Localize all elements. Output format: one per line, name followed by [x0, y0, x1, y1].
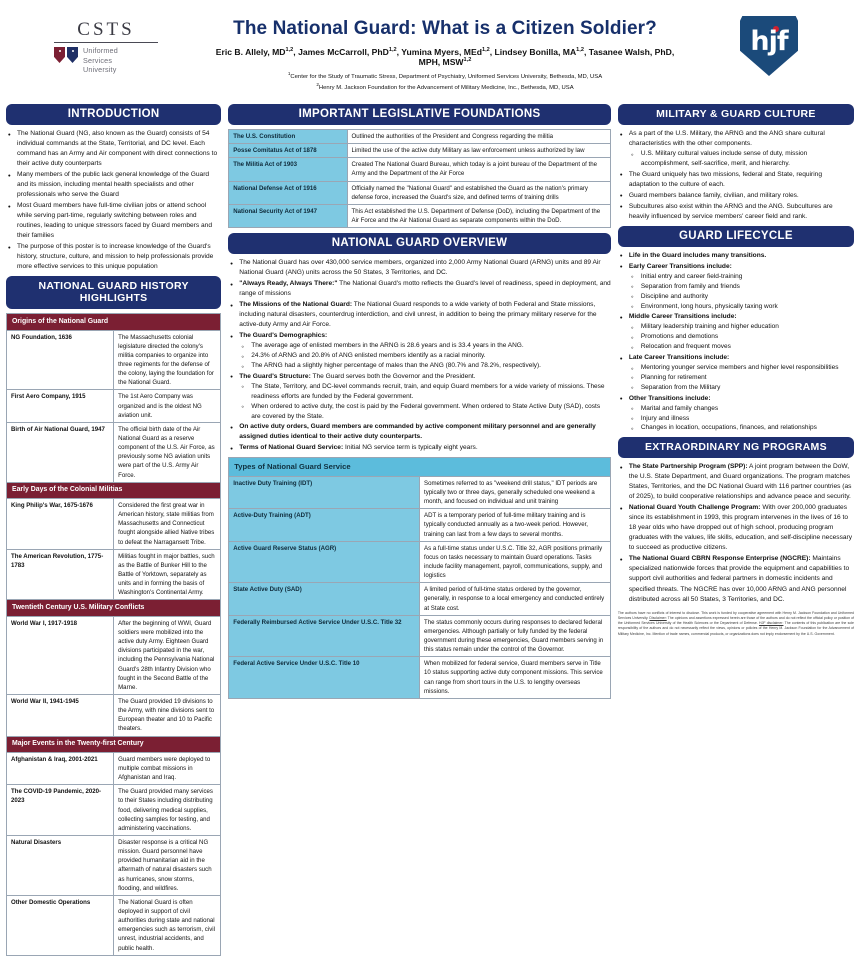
list-item-lead: The Guard's Structure: [239, 372, 311, 380]
section-heading-culture: MILITARY & GUARD CULTURE [618, 104, 854, 125]
history-event-name: Afghanistan & Iraq, 2001-2021 [7, 752, 114, 784]
legislation-description: Limited the use of the active duty Military as law enforcement unless authorized by law [347, 144, 610, 158]
history-event-description: The Guard provided 19 divisions to the Army, with nine divisions sent to European theater and 10 to Pacific theaters. [114, 694, 221, 736]
table-row [7, 752, 221, 784]
list-item-text: Maintains specialized nationwide forces that provide the equipment and capabilities to support civil authorities and federal partners in domestic incidents and specified threats. The NGCRE has over 10,000 ARNG and ANG personnel distributed across all 50 States, 3 Territories, and DC. [628, 555, 850, 603]
service-type-name: Federally Reimbursed Active Service Under U.S.C. Title 32 [229, 615, 420, 657]
disclaimer-body: The contents of this publication are the sole responsibility of the authors and do not necessarily reflect the views, opinions or policies of the Henry M. Jackson Foundation for the Advancement of Military Medicine, Inc. Mention of trade names, commercial products, or organizations does not imply endorsement by the U.S. Government. [617, 621, 854, 636]
service-type-name: Inactive Duty Training (IDT) [229, 476, 420, 508]
table-row [7, 785, 221, 836]
history-event-description: After the beginning of WWI, Guard soldiers were mobilized into the active duty Army. Eighteen Guard divisions participated in the war, including the Pennsylvania National Guard's 28th Infantry Division who fought in the Second Battle of the Marne. [114, 616, 221, 694]
sub-list-item: ◦ Environment, long hours, physically taxing work [629, 302, 854, 312]
service-type-description: The status commonly occurs during responses to declared federal emergencies. Although partially or fully funded by the federal government during these emergencies, Guard members serving in this status remain under the control of the Governor. [420, 615, 611, 657]
list-item-text: The Guard uniquely has two missions, federal and State, requiring adaptation to the culture of each. [628, 170, 823, 188]
list-item-lead: The Missions of the National Guard: [239, 301, 353, 309]
sub-list-item: ◦ Separation from the Military [629, 383, 854, 393]
list-item [228, 331, 611, 371]
history-event-name: The American Revolution, 1775-1783 [7, 549, 114, 600]
history-event-description: The Massachusetts colonial legislature directed the colony's militia companies to organize into three regiments for the defense of the colony, laying the foundation for the National Guard. [114, 330, 221, 390]
disclaimer-label: HJF disclaimer: [759, 621, 784, 626]
list-item [618, 191, 854, 201]
history-group-title: Early Days of the Colonial Militias [7, 482, 221, 498]
sub-list-item: ◦ Military leadership training and higher education [629, 322, 854, 332]
hjf-logo [684, 6, 854, 76]
legislation-description: This Act established the U.S. Department of Defense (DoD), including the Department of the Air Force and the Air National Guard as separate components within the DoD. [347, 204, 610, 227]
list-item-lead: The Guard's Demographics: [239, 332, 328, 340]
history-group-header [7, 482, 221, 498]
table-row [229, 158, 611, 181]
table-row [7, 330, 221, 390]
csts-wordmark: CSTS [77, 19, 135, 40]
legislation-name: Posse Comitatus Act of 1878 [229, 144, 347, 158]
table-row [7, 895, 221, 955]
table-row [7, 390, 221, 422]
section-heading-legislation: IMPORTANT LEGISLATIVE FOUNDATIONS [228, 104, 611, 125]
list-item-lead: Life in the Guard includes many transitions. [628, 251, 767, 259]
history-event-name: Other Domestic Operations [7, 895, 114, 955]
service-table-title: Types of National Guard Service [229, 458, 611, 476]
table-row [229, 130, 611, 144]
sub-list [629, 149, 854, 169]
sub-list-item: ◦ Separation from family and friends [629, 282, 854, 292]
sub-list-item: ◦ Planning for retirement [629, 373, 854, 383]
list-item-text: The National Guard responds to a wide variety of both Federal and State missions, including natural disasters, counterdrug interdiction, and civil unrest, in addition to being the primary military reserve for the active-duty Army and Air Force. [239, 301, 597, 329]
list-item-text: As a part of the U.S. Military, the ARNG and the ANG share cultural characteristics with the other components. [628, 130, 825, 148]
sub-list [629, 363, 854, 393]
sub-list-item: ◦ When ordered to active duty, the cost is paid by the Federal government. When ordered to State Active Duty (SAD), costs are covered by the State. [239, 402, 611, 422]
usu-line-1: Uniformed [83, 45, 118, 55]
table-row [229, 583, 611, 615]
legislation-name: The U.S. Constitution [229, 130, 347, 144]
legislation-name: The Militia Act of 1903 [229, 158, 347, 181]
table-row [7, 499, 221, 550]
list-item-text: With over 200,000 graduates since its establishment in 1993, this program intervenes in the lives of 16 to 18 year olds who have dropped out of high school, producing program graduates with the values, life skills, education, and self-discipline necessary to succeed as productive citizens. [628, 504, 853, 552]
history-event-description: Militias fought in major battles, such as the Battle of Bunker Hill to the Battle of Yorktown, separately as units and in forming the basis of Washington's Continental Army. [114, 549, 221, 600]
list-item [618, 312, 854, 352]
list-item [228, 279, 611, 299]
list-item [228, 443, 611, 453]
list-item [228, 300, 611, 330]
history-event-name: World War I, 1917-1918 [7, 616, 114, 694]
service-type-description: When mobilized for federal service, Guard members serve in Title 10 status supporting active duty component missions. This service can range from short tours in the U.S. to lengthy overseas missions. [420, 657, 611, 699]
disclaimer-body: The authors have no conflicts of interest to disclose. This work is funded by cooperative agreement with Henry M. Jackson Foundation and Uniformed Services University. [617, 610, 854, 620]
sub-list [629, 272, 854, 312]
service-type-name: State Active Duty (SAD) [229, 583, 420, 615]
history-event-name: NG Foundation, 1636 [7, 330, 114, 390]
table-row [229, 657, 611, 699]
table-row [229, 541, 611, 583]
list-item [228, 258, 611, 278]
sub-list-item: ◦ 24.3% of ARNG and 20.8% of ANG enlisted members identify as a racial minority. [239, 351, 611, 361]
legislation-description: Outlined the authorities of the President and Congress regarding the militia [347, 130, 610, 144]
service-types-table [228, 457, 611, 698]
list-item: • The National Guard (NG, also known as the Guard) consists of 54 individual commands at the State, Territorial, and DC level. Each command has an Army and Air component with direct connections to their active duty counterparts [6, 129, 221, 169]
list-item [618, 394, 854, 434]
history-event-name: World War II, 1941-1945 [7, 694, 114, 736]
introduction-bullets [6, 129, 221, 272]
list-item-text: On active duty orders, Guard members are commanded by active component military personnel and are generally assigned duties identical to their active duty counterparts. [239, 423, 596, 441]
list-item [618, 170, 854, 190]
section-heading-programs: EXTRAORDINARY NG PROGRAMS [618, 437, 854, 458]
history-event-description: Disaster response is a critical NG mission. Guard personnel have provided humanitarian aid in the aftermath of natural disasters such as hurricanes, snow storms, flooding, and wildfires. [114, 835, 221, 895]
culture-bullets [618, 129, 854, 222]
sub-list [239, 341, 611, 371]
sub-list [239, 382, 611, 422]
history-table [6, 313, 221, 955]
title-block [206, 6, 684, 93]
column-left [6, 104, 221, 956]
sub-list-item: ◦ Marital and family changes [629, 404, 854, 414]
disclaimer-body: The opinions and assertions expressed herein are those of the authors and do not reflect the official policy or position of the Uniformed Services University of the Health Sciences or the Department of Defense. [617, 615, 854, 626]
lifecycle-bullets [618, 251, 854, 433]
list-item [228, 372, 611, 422]
list-item: • The purpose of this poster is to increase knowledge of the Guard's history, structure, culture, and mission to help professionals provide more effective services to this unique population [6, 242, 221, 272]
service-type-name: Active-Duty Training (ADT) [229, 509, 420, 541]
sub-list-item: ◦ Discipline and authority [629, 292, 854, 302]
list-item-text: The National Guard's motto reflects the Guard's level of readiness, speed in deployment, and range of missions [239, 280, 611, 298]
table-row [229, 144, 611, 158]
legislation-description: Created The National Guard Bureau, which today is a joint bureau of the Department of the Army and the Department of the Air Force [347, 158, 610, 181]
usu-line-3: University [83, 65, 117, 75]
service-type-description: A limited period of full-time status ordered by the governor, generally, in response to a local emergency and conducted entirely at State cost. [420, 583, 611, 615]
section-heading-overview: NATIONAL GUARD OVERVIEW [228, 233, 611, 254]
history-group-title: Twentieth Century U.S. Military Conflicts [7, 600, 221, 616]
table-row [229, 509, 611, 541]
list-item [618, 353, 854, 393]
history-event-description: Considered the first great war in American history, state militias from Massachusetts and Connecticut fought alongside allied Native tribes to defeat the Narragansett Tribe. [114, 499, 221, 550]
disclaimer-text [618, 611, 854, 637]
history-group-title: Origins of the National Guard [7, 314, 221, 330]
sub-list-item: ◦ Changes in location, occupations, finances, and relationships [629, 423, 854, 433]
overview-bullets [228, 258, 611, 453]
service-type-description: ADT is a temporary period of full-time military training and is typically conducted annually as a two-week period. However, training can last from a few days to several months. [420, 509, 611, 541]
list-item [618, 129, 854, 169]
list-item-text: Subcultures also exist within the ARNG and the ANG. Subcultures are heavily influenced by service members' career field and rank. [628, 202, 833, 220]
list-item-lead: Early Career Transitions include: [628, 262, 732, 270]
sub-list-item: ◦ U.S. Military cultural values include sense of duty, mission accomplishment, self-sacrifice, merit, and hierarchy. [629, 149, 854, 169]
history-event-name: Birth of Air National Guard, 1947 [7, 422, 114, 482]
page-title: The National Guard: What is a Citizen Soldier? [233, 18, 657, 39]
list-item [228, 422, 611, 442]
history-event-name: King Philip's War, 1675-1676 [7, 499, 114, 550]
sub-list-item: ◦ Relocation and frequent moves [629, 342, 854, 352]
sub-list-item: ◦ Mentoring younger service members and higher level responsibilities [629, 363, 854, 373]
sub-list-item: ◦ Injury and illness [629, 414, 854, 424]
history-group-header [7, 736, 221, 752]
list-item [618, 251, 854, 261]
table-row [229, 181, 611, 204]
list-item-text: A joint program between the DoW, the U.S. State Department, and Guard organizations. The program matches States, Territories, and the DC National Guard with 116 partner countries (as of 2025), to build cooperative relationships and advance peace and security. [628, 463, 852, 501]
history-event-name: Natural Disasters [7, 835, 114, 895]
list-item-text: The National Guard has over 430,000 service members, organized into 2,000 Army National Guard (ARNG) units and 89 Air National Guard (ANG) units across the 50 States, 3 Territories, and DC. [239, 259, 601, 277]
section-heading-history: NATIONAL GUARD HISTORY HIGHLIGHTS [6, 276, 221, 309]
hjf-wordmark: hjf [750, 26, 788, 57]
programs-bullets [618, 462, 854, 604]
history-event-description: The National Guard is often deployed in support of civil authorities during state and national emergencies such as terrorism, civil unrest, industrial accidents, and public health. [114, 895, 221, 955]
history-event-name: The COVID-19 Pandemic, 2020-2023 [7, 785, 114, 836]
list-item-lead: The State Partnership Program (SPP): [628, 463, 748, 471]
table-row [229, 615, 611, 657]
section-heading-introduction: INTRODUCTION [6, 104, 221, 125]
poster-header [6, 6, 854, 102]
affiliations: $^1$Center for the Study of Traumatic Stress, Department of Psychiatry, Uniformed Services University, Bethesda, MD, USA $^2$Henry M. Jackson Foundation for the Advancement of Military Medicine, Inc., Bethesda, MD, USA [287, 71, 603, 91]
poster-columns [6, 104, 854, 956]
table-row [7, 616, 221, 694]
author-list: Eric B. Allely, MD$^{1,2}$, James McCarroll, PhD$^{1,2}$, Yumina Myers, MEd$^{1,2}$, Lindsey Bonilla, MA$^{1,2}$, Tasanee Walsh, PhD, MPH, MSW$^{1,2}$ [215, 47, 675, 67]
sub-list-item: ◦ The average age of enlisted members in the ARNG is 28.6 years and is 33.4 years in the ANG. [239, 341, 611, 351]
list-item-lead: "Always Ready, Always There:" [239, 280, 338, 288]
history-event-name: First Aero Company, 1915 [7, 390, 114, 422]
legislation-description: Officially named the "National Guard" and established the Guard as the nation's primary defense force, increased the Guard's size, and defined terms of training drills [347, 181, 610, 204]
list-item [618, 462, 854, 502]
history-group-title: Major Events in the Twenty-first Century [7, 736, 221, 752]
sub-list-item: ◦ The State, Territory, and DC-level commands recruit, train, and equip Guard members for a wide variety of missions. These readiness efforts are funded by the Federal government. [239, 382, 611, 402]
list-item: • Many members of the public lack general knowledge of the Guard and its mission, including mental health specialists and other professionals who serve the Guard [6, 170, 221, 200]
list-item [618, 262, 854, 312]
section-heading-lifecycle: GUARD LIFECYCLE [618, 226, 854, 247]
column-middle [228, 104, 611, 956]
list-item-lead: Late Career Transitions include: [628, 354, 730, 362]
history-event-description: The 1st Aero Company was organized and is the oldest NG aviation unit. [114, 390, 221, 422]
sub-list [629, 322, 854, 352]
list-item [618, 503, 854, 553]
service-type-description: Sometimes referred to as "weekend drill status," IDT periods are typically two or three days, generally scheduled one weekend a month, and focused on individual and unit training [420, 476, 611, 508]
list-item-text: Guard members balance family, civilian, and military roles. [628, 191, 799, 199]
table-row [229, 476, 611, 508]
sub-list-item: ◦ Promotions and demotions [629, 332, 854, 342]
csts-rule [54, 42, 158, 43]
history-group-header [7, 600, 221, 616]
list-item-lead: The National Guard CBRN Response Enterprise (NGCRE): [628, 555, 811, 563]
legislation-name: National Security Act of 1947 [229, 204, 347, 227]
legislation-table [228, 129, 611, 228]
usu-shield-icon [54, 46, 78, 63]
table-row [229, 204, 611, 227]
service-type-name: Federal Active Service Under U.S.C. Title 10 [229, 657, 420, 699]
list-item-lead: Middle Career Transitions include: [628, 313, 737, 321]
service-type-name: Active Guard Reserve Status (AGR) [229, 541, 420, 583]
service-table-header [229, 458, 611, 476]
list-item [618, 202, 854, 222]
sub-list [629, 404, 854, 434]
list-item: • Most Guard members have full-time civilian jobs or attend school while serving part-time, regularly switching between roles and routines, leading to unique stressors faced by Guard members and their families [6, 201, 221, 241]
table-row [7, 422, 221, 482]
disclaimer-label: Disclaimer: [649, 615, 667, 620]
list-item-lead: Other Transitions include: [628, 394, 711, 402]
table-row [7, 549, 221, 600]
history-event-description: Guard members were deployed to multiple combat missions in Afghanistan and Iraq. [114, 752, 221, 784]
table-row [7, 835, 221, 895]
history-group-header [7, 314, 221, 330]
list-item-text: The Guard serves both the Governor and the President. [310, 372, 476, 380]
list-item-text: Initial NG service term is typically eight years. [343, 444, 478, 452]
sub-list-item: ◦ The ARNG had a slightly higher percentage of males than the ANG (80.7% and 78.2%, respectively). [239, 361, 611, 371]
list-item [618, 554, 854, 604]
csts-usu-logo [6, 6, 206, 75]
list-item-lead: National Guard Youth Challenge Program: [628, 504, 761, 512]
table-row [7, 694, 221, 736]
list-item-lead: Terms of National Guard Service: [239, 444, 344, 452]
usu-line-2: Services [83, 55, 113, 65]
sub-list-item: ◦ Initial entry and career field-training [629, 272, 854, 282]
history-event-description: The official birth date of the Air National Guard as a reserve component of the U.S. Air Force, as previously some NG aviation units were part of the U.S. Army Air Force. [114, 422, 221, 482]
history-event-description: The Guard provided many services to their States including distributing food, delivering medical supplies, collecting samples for testing, and administering vaccinations. [114, 785, 221, 836]
legislation-name: National Defense Act of 1916 [229, 181, 347, 204]
service-type-description: As a full-time status under U.S.C. Title 32, AGR positions primarily focus on tasks necessary to maintain Guard operations. Tasks include facility management, payroll, communications, supply, and logistics [420, 541, 611, 583]
column-right [618, 104, 854, 956]
